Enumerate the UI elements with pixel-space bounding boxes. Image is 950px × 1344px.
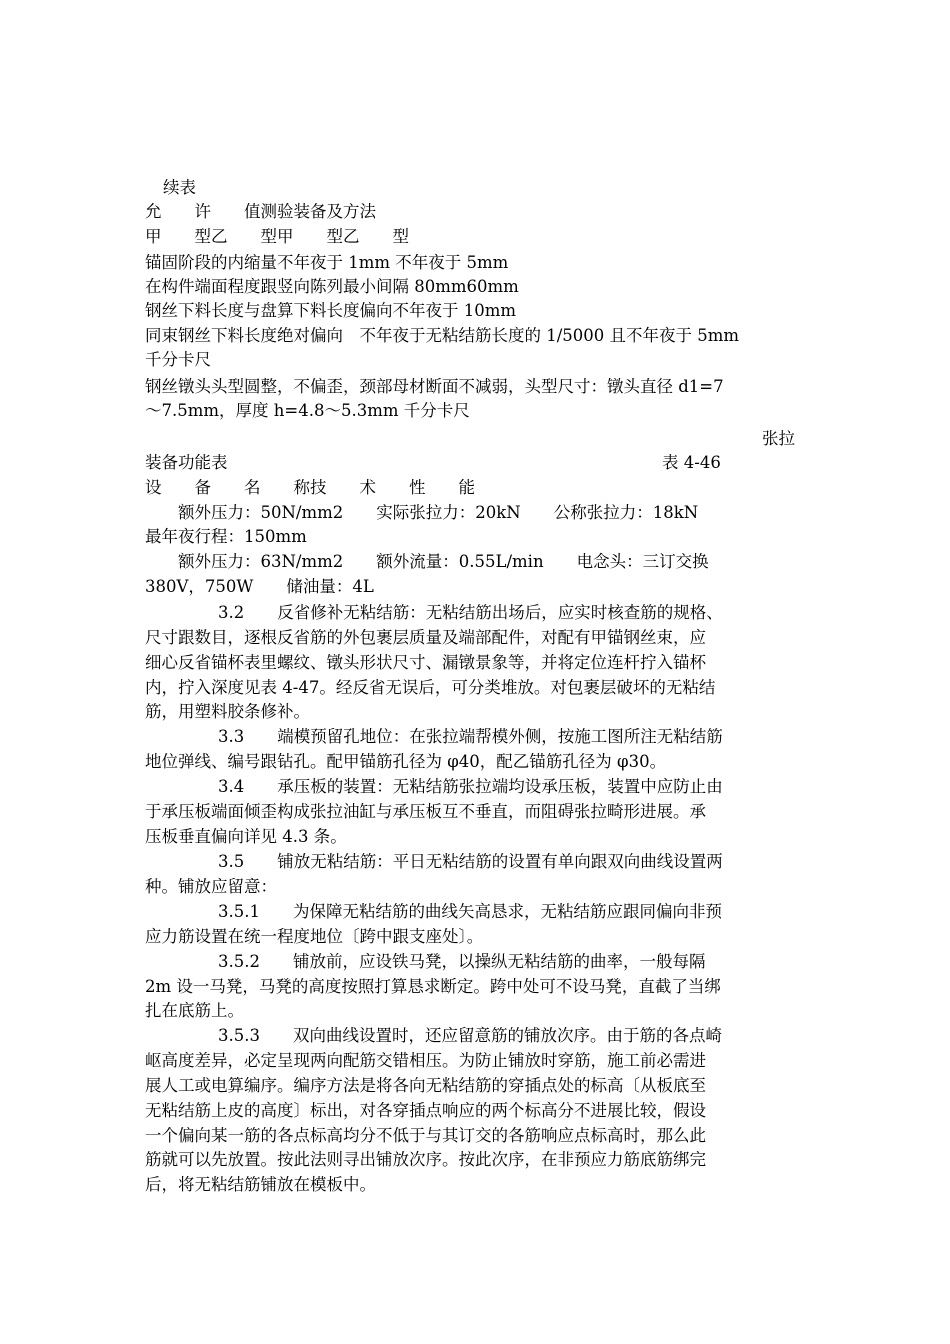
paragraph-line: 扎在底筋上。 — [145, 1001, 244, 1020]
continued-label: 续表 — [163, 178, 196, 197]
table1-row: 在构件端面程度跟竖向陈列最小间隔 80mm60mm — [145, 277, 519, 296]
paragraph-line: 3.5.2 铺放前，应设铁马凳，以操纵无粘结筋的曲率，一般每隔 — [218, 952, 706, 971]
table1-header-2: 甲 型乙 型甲 型乙 型 — [145, 227, 409, 246]
paragraph-line: 种。铺放应留意： — [145, 877, 277, 896]
paragraph-line: 压板垂直偏向详见 4.3 条。 — [145, 827, 347, 846]
paragraph-line: 3.5.3 双向曲线设置时，还应留意筋的铺放次序。由于筋的各点崎 — [218, 1026, 722, 1045]
paragraph-line: 3.3 端模预留孔地位：在张拉端帮模外侧，按施工图所注无粘结筋 — [218, 727, 723, 746]
paragraph-line: 内，拧入深度见表 4-47。经反省无误后，可分类堆放。对包裹层破坏的无粘结 — [145, 678, 716, 697]
table2-row: 380V，750W 储油量：4L — [145, 577, 374, 596]
table2-title-right: 张拉 — [762, 429, 795, 448]
paragraph-line: 3.5.1 为保障无粘结筋的曲线矢高恳求，无粘结筋应跟同偏向非预 — [218, 902, 722, 921]
paragraph-line: 尺寸跟数目，逐根反省筋的外包裹层质量及端部配件，对配有甲锚钢丝束，应 — [145, 628, 706, 647]
table1-row: 锚固阶段的内缩量不年夜于 1mm 不年夜于 5mm — [145, 253, 509, 272]
paragraph-line: 后，将无粘结筋铺放在模板中。 — [145, 1175, 376, 1194]
table1-row: 钢丝下料长度与盘算下料长度偏向不年夜于 10mm — [145, 301, 517, 320]
table1-row: 同束钢丝下料长度绝对偏向 不年夜于无粘结筋长度的 1/5000 且不年夜于 5mm — [145, 326, 740, 345]
table2-row: 额外压力：50N/mm2 实际张拉力：20kN 公称张拉力：18kN — [145, 503, 699, 522]
paragraph-line: 细心反省锚杯表里螺纹、镦头形状尺寸、漏镦景象等，并将定位连杆拧入锚杯 — [145, 653, 706, 672]
paragraph-line: 一个偏向某一筋的各点标高均分不低于与其订交的各筋响应点标高时，那么此 — [145, 1126, 706, 1145]
paragraph-line: 筋，用塑料胶条修补。 — [145, 702, 310, 721]
paragraph-line: 2m 设一马凳，马凳的高度按照打算恳求断定。跨中处可不设马凳，直截了当绑 — [145, 977, 721, 996]
paragraph-line: 筋就可以先放置。按此法则寻出铺放次序。按此次序，在非预应力筋底筋绑完 — [145, 1150, 706, 1169]
table1-row: ～7.5mm，厚度 h=4.8～5.3mm 千分卡尺 — [145, 401, 470, 420]
paragraph-line: 地位弹线、编号跟钻孔。配甲锚筋孔径为 φ40，配乙锚筋孔径为 φ30。 — [145, 752, 667, 771]
table2-row: 最年夜行程：150mm — [145, 527, 307, 546]
paragraph-line: 岖高度差异，必定呈现两向配筋交错相压。为防止铺放时穿筋，施工前必需进 — [145, 1051, 706, 1070]
paragraph-line: 3.5 铺放无粘结筋：平日无粘结筋的设置有单向跟双向曲线设置两 — [218, 852, 723, 871]
paragraph-line: 3.4 承压板的装置：无粘结筋张拉端均设承压板，装置中应防止由 — [218, 777, 723, 796]
paragraph-line: 应力筋设置在统一程度地位〔跨中跟支座处〕。 — [145, 927, 484, 946]
paragraph-line: 无粘结筋上皮的高度〕标出，对各穿插点响应的两个标高分不进展比较，假设 — [145, 1101, 706, 1120]
paragraph-line: 3.2 反省修补无粘结筋：无粘结筋出场后，应实时核查筋的规格、 — [218, 603, 723, 622]
paragraph-line: 展人工或电算编序。编序方法是将各向无粘结筋的穿插点处的标高〔从板底至 — [145, 1076, 706, 1095]
table2-header: 设 备 名 称技 术 性 能 — [145, 478, 475, 497]
table2-row: 额外压力：63N/mm2 额外流量：0.55L/min 电念头：三订交换 — [145, 552, 709, 571]
table1-row: 钢丝镦头头型圆整，不偏歪，颈部母材断面不减弱，头型尺寸：镦头直径 d1=7 — [145, 377, 724, 396]
table1-header-1: 允 许 值测验装备及方法 — [145, 202, 376, 221]
table1-row: 千分卡尺 — [145, 350, 211, 369]
paragraph-line: 于承压板端面倾歪构成张拉油缸与承压板互不垂直，而阻碍张拉畸形进展。承 — [145, 802, 706, 821]
table2-title: 装备功能表 — [145, 453, 228, 472]
table2-number: 表 4-46 — [662, 453, 721, 472]
